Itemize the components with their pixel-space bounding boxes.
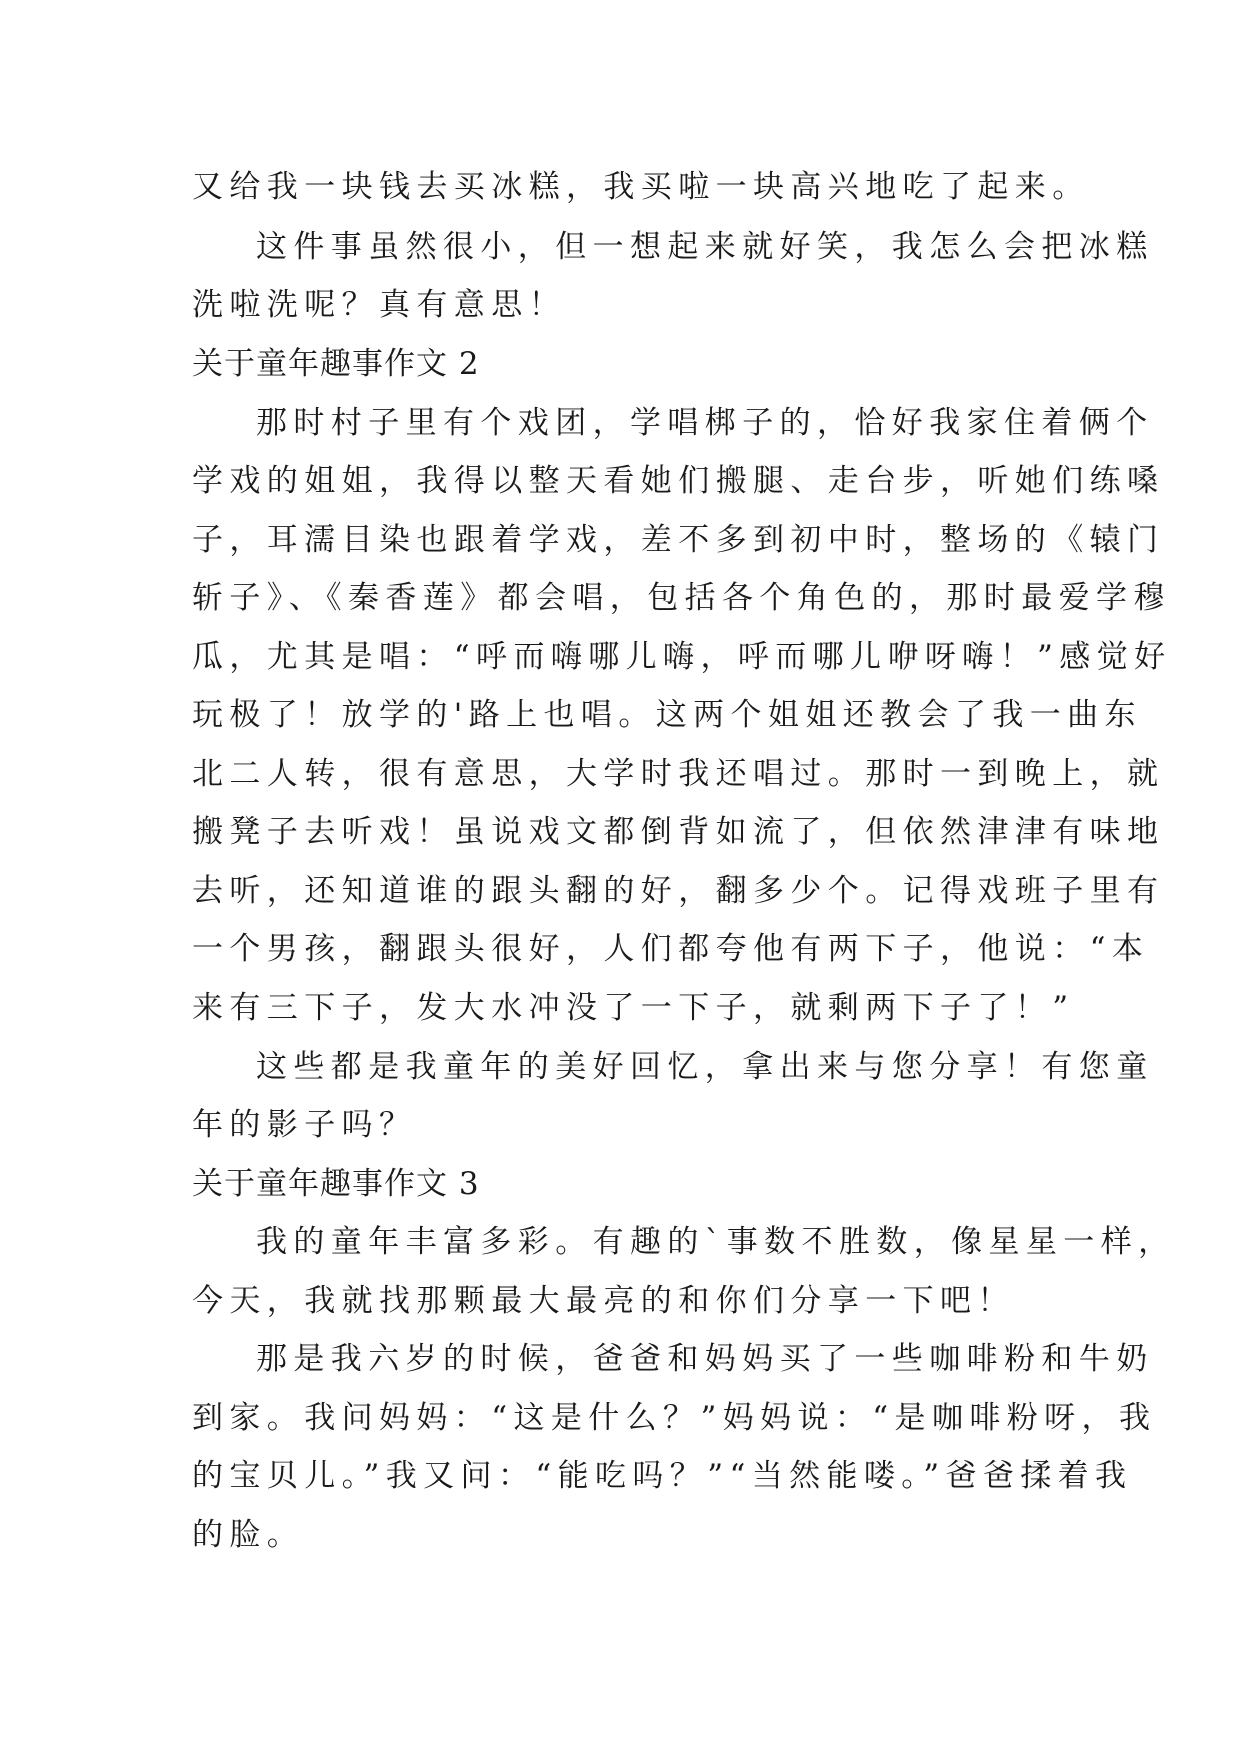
paragraph-line: 这件事虽然很小，但一想起来就好笑，我怎么会把冰糕 <box>256 229 1154 265</box>
paragraph-line: 来有三下子，发大水冲没了一下子，就剩两下子了！” <box>192 990 1075 1026</box>
paragraph-line: 到家。我问妈妈：“这是什么？”妈妈说：“是咖啡粉呀，我 <box>192 1400 1157 1436</box>
paragraph-line: 的脸。 <box>192 1517 305 1553</box>
paragraph-line: 年的影子吗？ <box>192 1107 417 1143</box>
paragraph-line: 搬凳子去听戏！虽说戏文都倒背如流了，但依然津津有味地 <box>192 814 1165 850</box>
paragraph-line: 的宝贝儿。”我又问：“能吃吗？”“当然能喽。”爸爸揉着我 <box>192 1458 1133 1494</box>
paragraph-line: 学戏的姐姐，我得以整天看她们搬腿、走台步，听她们练嗓 <box>192 463 1165 499</box>
paragraph-line: 北二人转，很有意思，大学时我还唱过。那时一到晚上，就 <box>192 756 1165 792</box>
paragraph-line: 去听，还知道谁的跟头翻的好，翻多少个。记得戏班子里有 <box>192 873 1165 909</box>
paragraph-line: 这些都是我童年的美好回忆，拿出来与您分享！有您童 <box>256 1049 1154 1085</box>
section-heading: 关于童年趣事作文 3 <box>192 1166 480 1202</box>
paragraph-line: 那时村子里有个戏团，学唱梆子的，恰好我家住着俩个 <box>256 405 1154 441</box>
paragraph-line: 一个男孩，翻跟头很好，人们都夸他有两下子，他说：“本 <box>192 931 1150 967</box>
paragraph-line: 洗啦洗呢？真有意思！ <box>192 287 566 323</box>
paragraph-line: 那是我六岁的时候，爸爸和妈妈买了一些咖啡粉和牛奶 <box>256 1341 1154 1377</box>
section-heading: 关于童年趣事作文 2 <box>192 346 480 382</box>
paragraph-line: 斩子》、《秦香莲》都会唱，包括各个角色的，那时最爱学穆 <box>192 580 1171 616</box>
paragraph-line: 我的童年丰富多彩。有趣的`事数不胜数，像星星一样， <box>256 1224 1176 1260</box>
paragraph-line: 子，耳濡目染也跟着学戏，差不多到初中时，整场的《辕门 <box>192 522 1165 558</box>
paragraph-line: 玩极了！放学的'路上也唱。这两个姐姐还教会了我一曲东 <box>192 697 1142 733</box>
paragraph-line: 又给我一块钱去买冰糕，我买啦一块高兴地吃了起来。 <box>192 169 1090 205</box>
paragraph-line: 瓜，尤其是唱：“呼而嗨哪儿嗨，呼而哪儿咿呀嗨！”感觉好 <box>192 639 1172 675</box>
paragraph-line: 今天，我就找那颗最大最亮的和你们分享一下吧！ <box>192 1283 1015 1319</box>
